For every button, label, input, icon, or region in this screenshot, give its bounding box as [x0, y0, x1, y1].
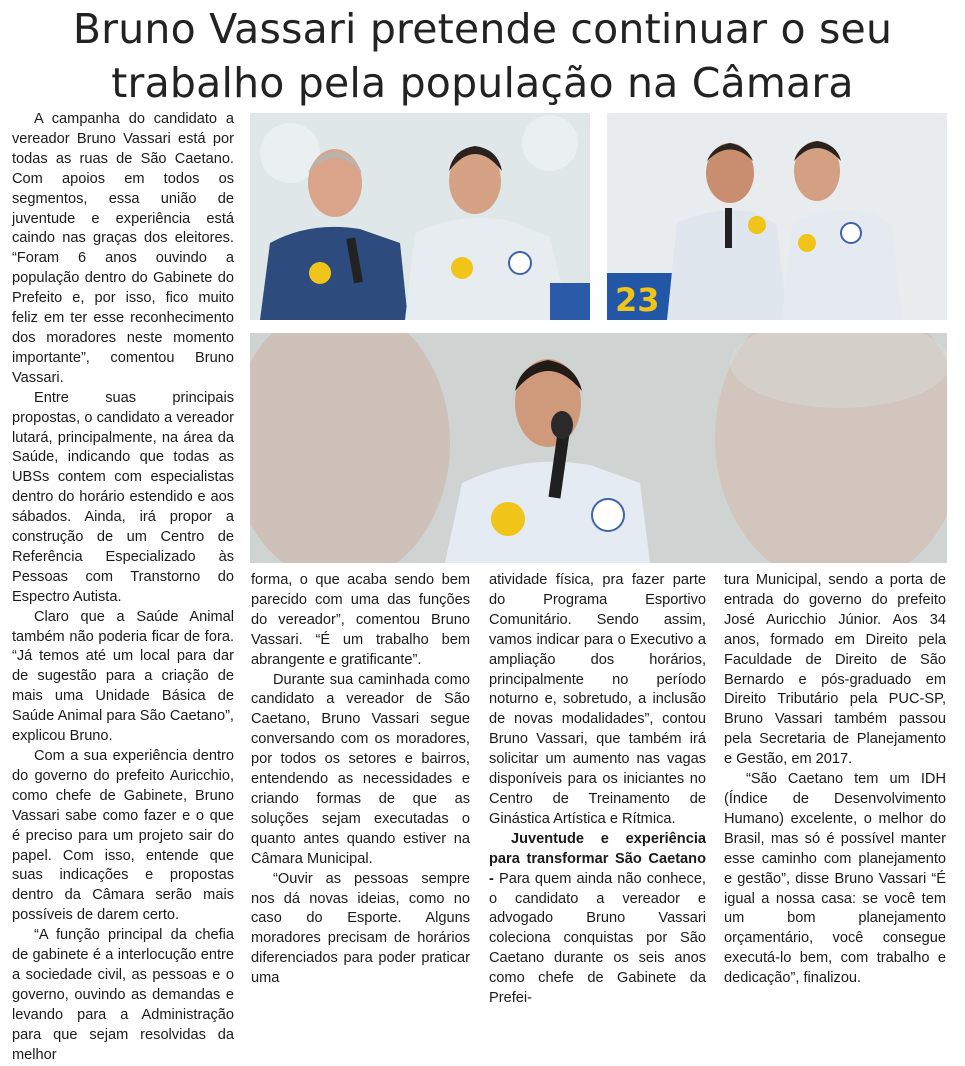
headline-line-1: Bruno Vassari pretende continuar o seu	[72, 5, 893, 53]
paragraph: Claro que a Saúde Animal também não poderia ficar de fora. “Já temos até um local para dar de sugestão para a criação de mais uma Unidade Básica de Saúde Animal para São Caetano”, explicou Bruno.	[12, 608, 234, 745]
article-column-2	[251, 571, 470, 989]
paragraph: “A função principal da chefia de gabinete é a interlocução entre a sociedade civil, as pessoas e o governo, ouvindo as demandas e levando para a Administração para que sejam resolvidas da melhor	[12, 927, 234, 1063]
paragraph: Durante sua caminhada como candidato a vereador de São Caetano, Bruno Vassari segue conversando com os moradores, por todos os setores e bairros, entendendo as necessidades e criando formas de que as soluções sejam executadas o quanto antes quando estiver na Câmara Municipal.	[251, 671, 470, 867]
paragraph: Com a sua experiência dentro do governo do prefeito Auricchio, como chefe de Gabinete, Bruno Vassari sabe como fazer e o que é preciso para um projeto sair do papel. Com isso, entende que suas indicações e propostas dentro da Câmara serão mais possíveis de darem certo.	[12, 748, 234, 924]
paragraph: A campanha do candidato a vereador Bruno Vassari está por todas as ruas de São Caetano. Com apoios em todos os segmentos, essa união de juventude e experiência está caindo nas graças dos eleitores. “Foram 6 anos ouvindo a população dentro do Gabinete do Prefeito e, por isso, fico muito feliz em ter esse reconhecimento dos moradores neste momento importante”, comentou Bruno Vassari.	[12, 111, 234, 386]
article-column-4	[724, 571, 946, 989]
paragraph-with-subhead	[489, 830, 706, 1009]
headline-line-2: trabalho pela população na Câmara	[111, 59, 854, 107]
photo2-badge-number: 23	[615, 281, 660, 319]
paragraph: “Ouvir as pessoas sempre nos dá novas ideias, como no caso do Esporte. Alguns moradores precisam de horários diferenciados para poder praticar uma	[251, 870, 470, 987]
photo-candidates-smiling	[607, 113, 947, 320]
headline	[0, 2, 965, 110]
paragraph: forma, o que acaba sendo bem parecido com uma das funções do vereador”, comentou Bruno Vassari. “É um trabalho bem abrangente e gratificante”.	[251, 572, 470, 668]
paragraph: tura Municipal, sendo a porta de entrada do governo do prefeito José Auricchio Júnior. Aos 34 anos, formado em Direito pela Faculdade de Direito de São Bernardo e pós-graduado em Direito Tributário pela PUC-SP, Bruno Vassari também passou pela Secretaria de Planejamento e Gestão, em 2017.	[724, 572, 946, 768]
paragraph: Entre suas principais propostas, o candidato a vereador lutará, principalmente, na área da Saúde, indicando que todas as UBSs contem com especialistas dentro do horário estendido e aos sábados. Ainda, irá propor a construção de um Centro de Referência Especializado às Pessoas com Transtorno do Espectro Autista.	[12, 389, 234, 605]
paragraph-text: Para quem ainda não conhece, o candidato a vereador e advogado Bruno Vassari coleciona conquistas por São Caetano durante os seis anos como chefe de Gabinete da Prefei-	[489, 870, 706, 1007]
article-column-3	[489, 571, 706, 1009]
photo-candidate-microphone	[250, 333, 947, 563]
subhead: Juventude e experiência para transformar São Caetano -	[489, 830, 706, 887]
paragraph: “São Caetano tem um IDH (Índice de Desenvolvimento Humano) excelente, o melhor do Brasil, mas só é possível manter esse caminho com planejamento e gestão”, disse Bruno Vassari “É igual a nossa casa: se você tem um bom planejamento orçamentário, você consegue executá-lo bem, com trabalho e dedicação”, finalizou.	[724, 771, 946, 987]
photo-candidates-speaking	[250, 113, 590, 320]
paragraph: atividade física, pra fazer parte do Programa Esportivo Comunitário. Sendo assim, vamos indicar para o Executivo a ampliação dos horários, principalmente no período noturno e, sobretudo, a inclusão de novas modalidades”, contou Bruno Vassari, que também irá solicitar um aumento nas vagas disponíveis para os iniciantes no Centro de Treinamento de Ginástica Artística e Rítmica.	[489, 572, 706, 827]
article-column-1	[12, 110, 234, 1066]
